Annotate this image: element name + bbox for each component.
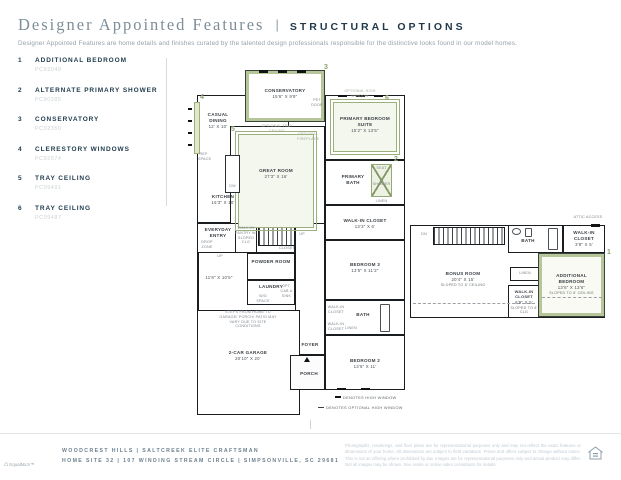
room-name: WALK-IN CLOSET <box>343 218 387 223</box>
steps-note: STEPS FROM HOME TO GARAGE/ PORCH/ PATIO MAY VARY DUE TO SITE CONDITIONS <box>219 310 277 329</box>
house-icon: ⌂ <box>4 461 9 468</box>
dn-label: DN <box>421 232 427 236</box>
powder-room-label: POWDER ROOM <box>251 259 291 264</box>
conservatory-label <box>253 88 317 100</box>
marker-conservatory: 3 <box>324 64 328 71</box>
attic-access-mark <box>591 224 600 227</box>
sidebar-divider <box>166 58 167 206</box>
high-window-mark <box>361 388 370 390</box>
high-window-mark <box>259 70 268 73</box>
option-item-2 <box>18 87 163 103</box>
seat-label: SEAT <box>376 166 387 170</box>
optional-high-window-label: OPTIONAL HIGH WINDOW <box>344 89 376 98</box>
high-window-mark <box>297 70 306 73</box>
clerestory-window-strip <box>194 102 200 154</box>
casual-dining-label <box>201 112 235 130</box>
exterior-wall-segment <box>197 253 199 310</box>
room-dim: 6'9" X 5' <box>515 299 533 305</box>
second-floor-plan <box>405 215 619 327</box>
marker-alternate-shower: 2 <box>394 156 398 163</box>
title-separator: | <box>275 17 279 32</box>
room-dim: 13'3" X 6' <box>354 224 376 230</box>
up-label-2: UP <box>217 254 223 258</box>
option-code: PC92049 <box>35 67 62 73</box>
bedroom2-label <box>335 358 395 370</box>
community-line: WOODCREST HILLS | SALTCREEK ELITE CRAFTSMAN <box>62 448 260 454</box>
option-number: 2 <box>18 86 22 94</box>
high-window-mark <box>337 388 346 390</box>
high-window-swatch <box>335 396 341 398</box>
opt-cab-sink-label: OPT. CAB & SINK <box>280 284 293 298</box>
room-dim: 16'3" X 10' <box>211 200 235 206</box>
option-label: ALTERNATE PRIMARY SHOWER <box>35 86 158 94</box>
room-dim: 27'3" X 16' <box>264 174 288 180</box>
room-dim: 15'6" X 9'9" <box>272 94 298 100</box>
footer-disclaimer: Photographs, renderings, and floor plans are for representational purposes only and may not reflect the exact features or dimensions of your home. All dimensions are subject to field variations. Prices and offers subject to change without notice. This is not an offering where prohibited by law. Images are for representational purposes only and actual product may differ. Not all images may be shown. See onsite or online sales consultants for details. <box>345 443 581 468</box>
room-dim: 13'5" X 11' <box>353 364 377 370</box>
room-name: 2-CAR GARAGE <box>228 350 268 355</box>
sink <box>512 228 521 235</box>
room-name: GREAT ROOM <box>259 168 293 173</box>
page-subtitle-tag: STRUCTURAL OPTIONS <box>289 21 466 33</box>
option-item-1 <box>18 57 163 73</box>
room-name: BEDROOM 3 <box>349 262 381 267</box>
option-number: 3 <box>18 116 22 123</box>
legend-optional-high-window <box>318 405 403 410</box>
legend-high-window <box>335 395 396 400</box>
page-description: Designer Appointed Features are home details and finishes curated by the talented design professionals responsible for the distinctive looks found in our model homes. <box>18 40 518 47</box>
first-floor-plan <box>175 60 415 420</box>
room-note: SLOPED TO 8' CEILING <box>549 291 594 296</box>
linen-label-2: LINEN <box>345 326 357 330</box>
equal-housing-icon <box>588 446 603 461</box>
option-label: ADDITIONAL BEDROOM <box>35 57 127 64</box>
bonus-room-label <box>433 271 493 288</box>
linen-label: LINEN <box>519 271 531 275</box>
room-name: BEDROOM 2 <box>349 358 381 363</box>
option-number: 6 <box>18 204 22 212</box>
high-window-mark <box>188 108 192 110</box>
page-title: Designer Appointed Features <box>18 15 265 34</box>
optional-tray-label: OPTIONAL TRAY CEILING <box>261 124 293 133</box>
room-dim: 20'10" X 20' <box>235 356 261 362</box>
everyday-entry-label: EVERYDAY ENTRY <box>204 227 232 239</box>
optional-fireplace-label: OPTIONAL FIREPLACE <box>297 132 320 141</box>
linen-label: LINEN <box>375 199 388 203</box>
option-code: PC09487 <box>35 214 62 221</box>
garage-label <box>223 350 273 362</box>
room-name: PRIMARY BEDROOM SUITE <box>340 116 390 128</box>
footer-community-info <box>62 447 339 467</box>
footer-rule <box>0 433 621 434</box>
ref-space-label: REF SPACE <box>198 152 212 161</box>
upstairs-bath-label: BATH <box>521 238 535 243</box>
high-window-mark <box>278 70 287 73</box>
marker-primary-tray: 6 <box>385 95 389 102</box>
room-dim: 13'6" X 13'6" <box>557 285 586 291</box>
bedroom3-label <box>335 262 395 274</box>
marker-additional-bedroom: 1 <box>607 249 611 256</box>
room-dim: 11'8" X 10'5" <box>205 275 233 280</box>
mls-logo <box>4 461 35 468</box>
option-number: 4 <box>18 145 22 153</box>
attic-access-label: ATTIC ACCESS <box>573 215 603 219</box>
marker-clerestory: 4 <box>200 94 204 101</box>
high-window-mark <box>188 120 192 122</box>
wd-space-label: W/D SPACE <box>256 294 270 303</box>
header <box>18 15 466 35</box>
option-code: PC09491 <box>35 185 62 191</box>
option-code: PC92350 <box>35 126 62 132</box>
option-label: TRAY CEILING <box>35 204 91 212</box>
hall-dim-label <box>199 275 239 281</box>
up-label: UP <box>299 232 305 236</box>
closet-label: CLOSET <box>279 246 295 250</box>
legend-text: DENOTES OPTIONAL HIGH WINDOW <box>326 405 403 410</box>
room-dim: 20'4" X 15' <box>451 277 475 283</box>
option-number: 1 <box>18 57 22 64</box>
room-dim: 13'5" X 11'2" <box>351 268 379 274</box>
optional-high-window-swatch <box>318 407 324 409</box>
high-window-mark <box>188 144 192 146</box>
lower-wic-label <box>509 289 539 315</box>
option-item-5 <box>18 175 163 191</box>
great-room-tray <box>238 134 314 228</box>
upstairs-wic-label <box>566 230 602 248</box>
room-name: BONUS ROOM <box>445 271 481 276</box>
room-name: CONSERVATORY <box>264 88 306 93</box>
stairs-down <box>433 227 505 245</box>
room-note: SLOPED TO 8' CEILING <box>440 282 486 287</box>
bathtub <box>380 304 390 332</box>
room-dim: 3'8" X 5' <box>575 242 593 248</box>
tub <box>548 228 558 250</box>
mls-logo-text: EqualMLS™ <box>9 462 35 467</box>
options-list <box>18 57 163 234</box>
walk-in-closet-label <box>333 218 397 230</box>
room-name: CASUAL DINING <box>207 112 229 124</box>
room-name: ADDITIONAL BEDROOM <box>556 273 587 285</box>
sloped-ceiling-line-2 <box>542 297 602 298</box>
option-label: CLERESTORY WINDOWS <box>35 145 130 153</box>
foyer-label: FOYER <box>301 342 319 347</box>
option-label: CONSERVATORY <box>35 116 100 123</box>
legend-text: DENOTES HIGH WINDOW <box>343 395 397 400</box>
room-name: WALK-IN CLOSET <box>573 230 595 242</box>
marker-great-room-tray: 5 <box>231 126 235 133</box>
option-item-3 <box>18 116 163 132</box>
room-dim: 12' X 10' <box>208 124 228 130</box>
bath-label: BATH <box>356 312 370 317</box>
shower-label: SHOWER <box>372 182 391 186</box>
wic-small-label: WALK-IN CLOSET <box>327 305 345 314</box>
room-dim: 15'2" X 13'5" <box>351 128 379 134</box>
option-label: TRAY CEILING <box>35 175 91 182</box>
option-code: PC90285 <box>35 96 62 103</box>
fold-tick <box>310 420 311 429</box>
room-note: SLOPED TO 8' CLG <box>510 305 538 315</box>
primary-bath-label: PRIMARY BATH <box>341 174 365 186</box>
option-code: PC92574 <box>35 155 62 162</box>
pantry-label: WALK-IN PANTRY W/ SLOPED CLG <box>235 226 257 245</box>
wic-small-label-2: WALK-IN CLOSET <box>327 322 345 331</box>
high-window-mark <box>188 132 192 134</box>
address-line: HOME SITE 32 | 107 WINDING STREAM CIRCLE | SIMPSONVILLE, SC 29681 <box>62 457 340 464</box>
dw-label: DW <box>229 184 236 188</box>
pet-door-label: PET DOOR <box>311 98 323 107</box>
room-name: KITCHEN <box>211 194 235 199</box>
option-number: 5 <box>18 175 22 182</box>
drop-zone-label: DROP ZONE <box>201 240 213 249</box>
additional-bedroom-label <box>543 273 600 296</box>
option-item-6 <box>18 205 163 221</box>
primary-bedroom-label <box>337 116 393 134</box>
entry-door-mark <box>304 357 310 362</box>
toilet <box>525 228 532 237</box>
option-item-4 <box>18 146 163 162</box>
room-name: WALK-IN CLOSET <box>514 289 534 300</box>
kitchen-label <box>203 194 243 206</box>
laundry-label: LAUNDRY <box>258 284 284 289</box>
porch-label: PORCH <box>300 371 318 376</box>
powder-room-shell <box>247 253 295 280</box>
great-room-label <box>247 168 305 180</box>
